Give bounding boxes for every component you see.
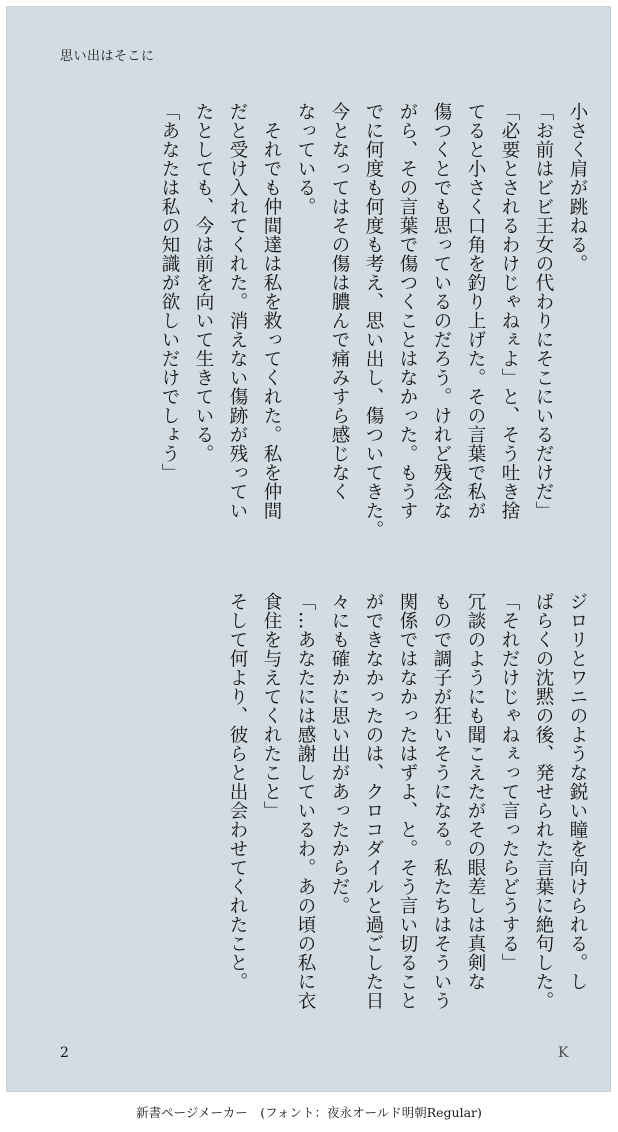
text-line: 傷つくとでも思っているのだろう。けれど残念な <box>431 102 452 520</box>
text-line: それでも仲間達は私を救ってくれた。私を仲間 <box>261 102 282 520</box>
author-mark: K <box>558 1045 569 1061</box>
text-line: 小さく肩が跳ねる。 <box>567 102 588 273</box>
text-line: 「必要とされるわけじゃねぇよ」と、そう吐き捨 <box>499 102 520 520</box>
text-line: 「それだけじゃねぇって言ったらどうする」 <box>499 592 520 972</box>
text-line: 関係ではなかったはずよ、と。そう言い切ること <box>397 592 418 1010</box>
text-line: たとしても、今は前を向いて生きている。 <box>193 102 214 463</box>
text-line: てると小さく口角を釣り上げた。その言葉で私が <box>465 102 486 520</box>
page-number: 2 <box>60 1045 69 1061</box>
text-line: ばらくの沈黙の後、発せられた言葉に絶句した。 <box>533 592 554 1010</box>
page-header-title: 思い出はそこに <box>60 49 155 64</box>
text-block-bottom <box>51 592 594 1012</box>
text-line: だと受け入れてくれた。消えない傷跡が残ってい <box>227 102 248 520</box>
footer-credit: 新書ページメーカー (フォント：夜永オールド明朝Regular) <box>136 1105 482 1120</box>
text-line: がら、その言葉で傷つくことはなかった。もうす <box>397 102 418 520</box>
text-block-top <box>51 102 594 542</box>
text-line: でに何度も何度も考え、思い出し、傷ついてきた。 <box>363 102 384 539</box>
novel-page <box>7 7 610 1091</box>
text-line: 「…あなたには感謝しているわ。あの頃の私に衣 <box>295 592 316 1010</box>
text-line: もので調子が狂いそうになる。私たちはそういう <box>431 592 452 1010</box>
text-line: 今となってはその傷は膿んで痛みすら感じなく <box>329 102 350 501</box>
text-line: 「あなたは私の知識が欲しいだけでしょう」 <box>159 102 180 482</box>
text-line: 食住を与えてくれたこと」 <box>261 592 282 820</box>
text-line: 「お前はビビ王女の代わりにそこにいるだけだ」 <box>533 102 554 520</box>
text-line: ジロリとワニのような鋭い瞳を向けられる。し <box>567 592 588 991</box>
text-line: なっている。 <box>295 102 316 216</box>
text-line: 冗談のようにも聞こえたがその眼差しは真剣な <box>465 592 486 991</box>
text-line: 々にも確かに思い出があったからだ。 <box>329 592 350 915</box>
text-line: ができなかったのは、クロコダイルと過ごした日 <box>363 592 384 1010</box>
text-line: そして何より、彼らと出会わせてくれたこと。 <box>227 592 248 991</box>
